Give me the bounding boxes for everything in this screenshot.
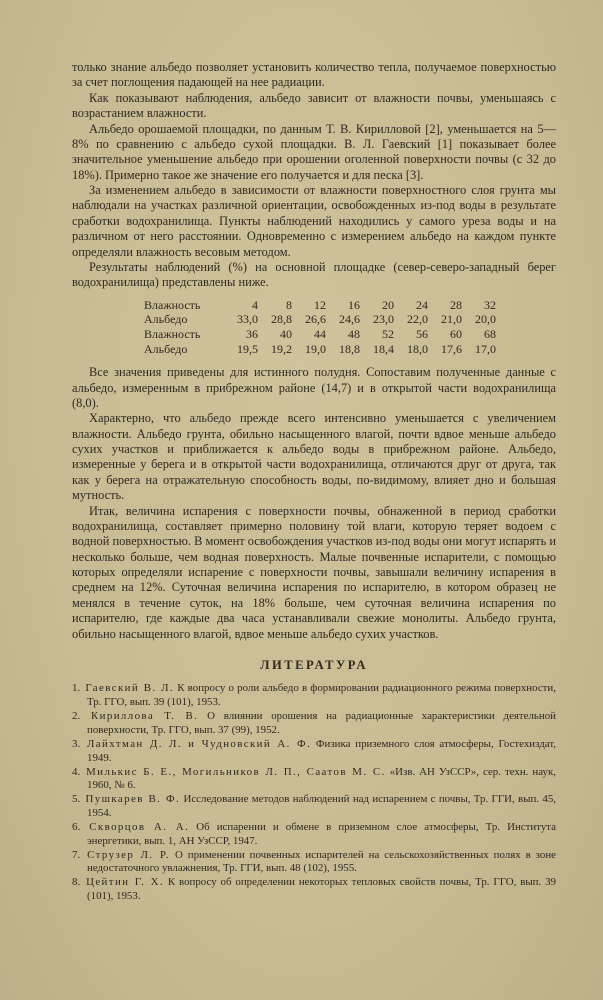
table-cell: 56 <box>416 326 428 341</box>
table-cell: 33,0 <box>237 312 258 327</box>
table-cell: 26,6 <box>305 312 326 327</box>
reference-author: Гаевский В. Л. <box>85 682 175 695</box>
table-cell: 18,0 <box>407 341 428 356</box>
table-row <box>144 342 556 357</box>
results-table <box>144 298 556 357</box>
reference-item <box>72 876 556 904</box>
table-cell: 22,0 <box>407 312 428 327</box>
table-row <box>144 312 556 327</box>
reference-author: Струзер Л. Р. <box>87 848 171 861</box>
reference-number: 7. <box>72 848 81 861</box>
table-cell: 20,0 <box>475 312 496 327</box>
body-paragraph: За изменением альбедо в зависимости от влажности поверхностного слоя грунта мы наблюдали на участках различной ориентации, освобожденных из-под воды в результате сработки водохранилища. Пункты наблюдений находились у самого уреза воды и на различном от него расстоянии. Одновременно с измерением альбедо на каждом пункте определяли влажность весовым методом. <box>72 183 556 259</box>
table-cell: 18,4 <box>373 341 394 356</box>
reference-item <box>72 766 556 794</box>
reference-number: 8. <box>72 876 81 889</box>
table-cell: 18,8 <box>339 341 360 356</box>
reference-number: 2. <box>72 710 81 723</box>
reference-author: Цейтин Г. Х. <box>86 876 164 889</box>
reference-text: К вопросу об определении некоторых тепловых свойств почвы, Тр. ГГО, вып. 39 (101), 1953. <box>87 876 556 903</box>
reference-item <box>72 793 556 821</box>
literature-heading: ЛИТЕРАТУРА <box>260 657 368 672</box>
reference-text: «Изв. АН УзССР», сер. техн. наук, 1960, № 6. <box>87 765 556 792</box>
reference-author: Скворцов А. А. <box>89 820 190 833</box>
table-cell: 19,0 <box>305 341 326 356</box>
table-cell: 8 <box>286 297 292 312</box>
reference-author: Пушкарев В. Ф. <box>85 793 181 806</box>
table-cell: 24,6 <box>339 312 360 327</box>
table-cell: 36 <box>246 326 258 341</box>
body-paragraph: Все значения приведены для истинного полудня. Сопоставим полученные данные с альбедо, измеренным в прибрежном районе (14,7) и в открытой части водохранилища (8,0). <box>72 365 556 410</box>
reference-author: Милькис Б. Е., Могильников Л. П., Саатов М. С. <box>86 765 386 778</box>
body-paragraph: Характерно, что альбедо прежде всего интенсивно уменьшается с увеличением влажности. Альбедо грунта, обильно насыщенного влагой, почти вдвое меньше альбедо сухих участков и приближается к альбедо воды в прибрежном районе. Альбедо, измеренные у берега и в открытой части водохранилища, отличаются друг от друга, так как у берега на отражательную способность воды, по-видимому, влияет дно и большая мутность. <box>72 411 556 503</box>
row-label: Альбедо <box>144 312 188 327</box>
row-label: Альбедо <box>144 341 188 356</box>
table-cell: 19,5 <box>237 341 258 356</box>
reference-number: 6. <box>72 820 81 833</box>
table-cell: 12 <box>314 297 326 312</box>
table-cell: 4 <box>252 297 258 312</box>
reference-number: 5. <box>72 793 81 806</box>
table-cell: 28 <box>450 297 462 312</box>
body-paragraph: Как показывают наблюдения, альбедо зависит от влажности почвы, уменьшаясь с возрастанием влажности. <box>72 90 556 121</box>
reference-item <box>72 821 556 849</box>
page-text-block <box>72 60 556 904</box>
reference-number: 4. <box>72 765 81 778</box>
table-cell: 17,0 <box>475 341 496 356</box>
table-cell: 16 <box>348 297 360 312</box>
table-cell: 48 <box>348 326 360 341</box>
table-cell: 23,0 <box>373 312 394 327</box>
reference-author: Лайхтман Д. Л. и Чудновский А. Ф. <box>87 737 312 750</box>
reference-text: О применении почвенных испарителей на сельскохозяйственных полях в зоне недостаточного увлажнения, Тр. ГГИ, вып. 48 (102), 1955. <box>87 848 556 875</box>
body-paragraph: Альбедо орошаемой площадки, по данным Т. В. Кирилловой [2], уменьшается на 5—8% по сравнению с альбедо сухой площадки. В. Л. Гаевский [1] показывает более значительное уменьшение альбедо при орошении оголенной поверхности почвы (с 32 до 18%). Примерно такое же значение его получается и для песка [3]. <box>72 121 556 182</box>
reference-text: Физика приземного слоя атмосферы, Гостехиздат, 1949. <box>87 737 556 764</box>
row-label: Влажность <box>144 297 201 312</box>
body-paragraph: Итак, величина испарения с поверхности почвы, обнаженной в период сработки водохранилища, составляет примерно половину той влаги, которую теряет водоем с водной поверхностью. В момент освобождения участков из-под воды они могут испарять и несколько больше, чем водная поверхность. Малые почвенные испарители, с помощью которых определяли испарение с поверхности почвы, завышали величину испарения в среднем на 12%. Суточная величина испарения по испарителю, в котором образец не менялся в течение суток, на 18% больше, чем суточная величина испарения по испарителю, где каждые два часа устанавливали свежие монолиты. Альбедо грунта, обильно насыщенного влагой, вдвое меньше альбедо сухих участков. <box>72 503 556 641</box>
reference-text: К вопросу о роли альбедо в формировании радиационного режима поверхности, Тр. ГГО, вып. 39 (101), 1953. <box>87 682 556 709</box>
literature-list <box>72 682 556 904</box>
table-cell: 60 <box>450 326 462 341</box>
reference-item <box>72 738 556 766</box>
table-cell: 19,2 <box>271 341 292 356</box>
reference-number: 3. <box>72 737 81 750</box>
table-cell: 20 <box>382 297 394 312</box>
body-paragraph: Результаты наблюдений (%) на основной площадке (север-северо-западный берег водохранилища) представлены ниже. <box>72 259 556 290</box>
table-cell: 44 <box>314 326 326 341</box>
table-cell: 21,0 <box>441 312 462 327</box>
reference-item <box>72 849 556 877</box>
table-cell: 24 <box>416 297 428 312</box>
reference-number: 1. <box>72 682 81 695</box>
reference-item <box>72 710 556 738</box>
reference-text: Исследование методов наблюдений над испарением с почвы, Тр. ГГИ, вып. 45, 1954. <box>87 793 556 820</box>
row-label: Влажность <box>144 326 201 341</box>
table-cell: 28,8 <box>271 312 292 327</box>
reference-author: Кириллова Т. В. <box>90 710 199 723</box>
table-cell: 40 <box>280 326 292 341</box>
table-row <box>144 327 556 342</box>
body-paragraph: только знание альбедо позволяет установить количество тепла, получаемое поверхностью за счет поглощения падающей на нее радиации. <box>72 60 556 90</box>
table-cell: 32 <box>484 297 496 312</box>
reference-item <box>72 682 556 710</box>
table-cell: 52 <box>382 326 394 341</box>
reference-text: Об испарении и обмене в приземном слое атмосферы, Тр. Института энергетики, вып. 1, АН УзССР, 1947. <box>87 820 557 847</box>
reference-text: О влиянии орошения на радиационные характеристики деятельной поверхности, Тр. ГГО, вып. 37 (99), 1952. <box>87 710 557 737</box>
table-cell: 68 <box>484 326 496 341</box>
table-cell: 17,6 <box>441 341 462 356</box>
table-row <box>144 298 556 313</box>
